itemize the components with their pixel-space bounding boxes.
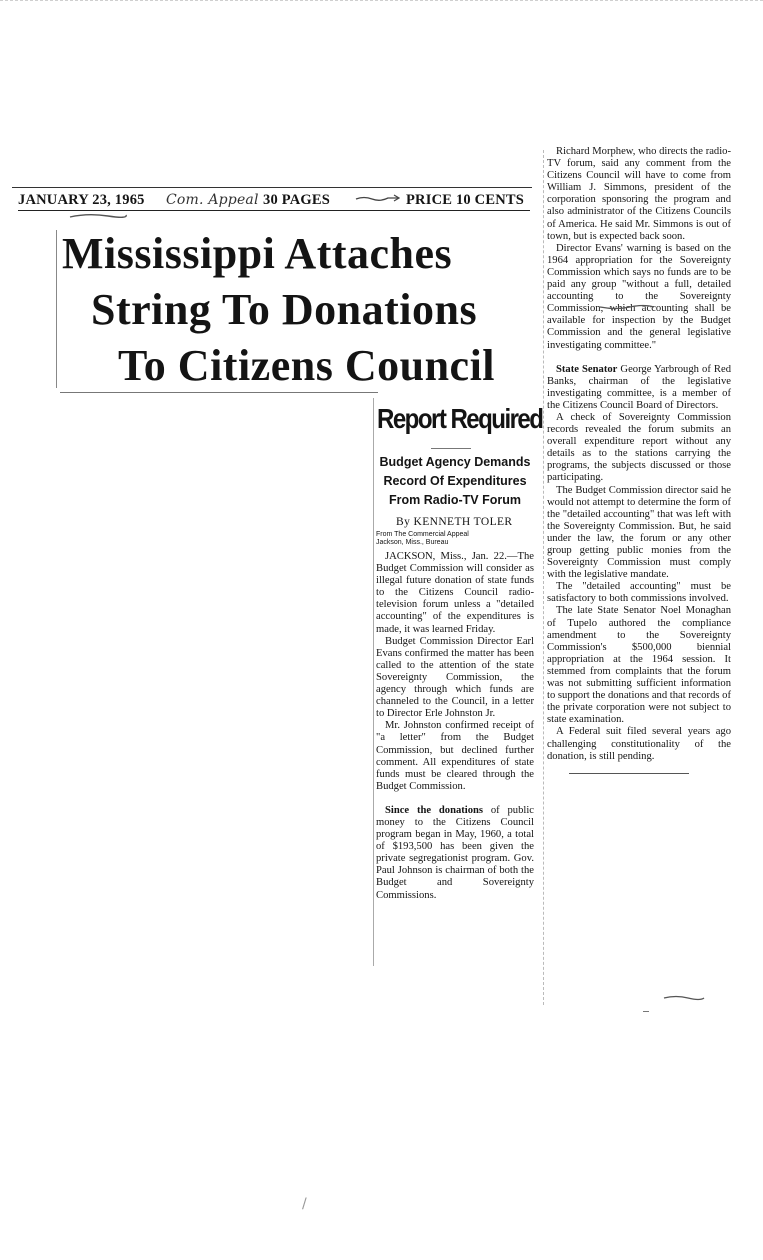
dateline-price: PRICE 10 CENTS xyxy=(406,192,525,208)
scan-mark: / xyxy=(302,1196,307,1212)
article-paragraph: Director Evans' warning is based on the 1964 appropriation for the Sovereignty Commission which says no funds are to be paid any group "without a full, detailed accounting to the Sovereignty Commission, which accounting shall be available for inspection by the Budget Commission and the general legislative investigating committee." xyxy=(547,242,731,351)
middle-column-body xyxy=(376,551,534,902)
middle-column xyxy=(376,402,543,902)
article-end-rule xyxy=(569,773,689,774)
deck-line-1: Budget Agency Demands xyxy=(379,455,531,469)
right-column-rule xyxy=(543,150,544,1005)
dateline-ornament xyxy=(354,192,400,209)
deck-line-3: From Radio-TV Forum xyxy=(389,493,521,507)
pen-underline-mark xyxy=(662,994,706,1002)
dateline xyxy=(18,190,530,210)
handwritten-annotation: Com. Appeal xyxy=(166,192,259,208)
headline-bottom-rule xyxy=(60,392,378,393)
article-paragraph: A Federal suit filed several years ago challenging constitutionality of the donation, is still pending. xyxy=(547,726,731,762)
credit-line-2: Jackson, Miss., Bureau xyxy=(376,539,449,546)
deck-line-2: Record Of Expenditures xyxy=(383,474,527,488)
subheadline-title: Report Required xyxy=(377,403,543,434)
dateline-date: JANUARY 23, 1965 xyxy=(18,192,145,208)
article-paragraph: The "detailed accounting" must be satisfactory to both commissions involved. xyxy=(547,581,731,605)
article-paragraph: Richard Morphew, who directs the radio-TV forum, said any comment from the Citizens Council will have to come from William J. Simmons, president of the corporation sponsoring the program and also administrator of the Citizens Councils of America. He said Mr. Simmons is out of town, but is expected back soon. xyxy=(547,146,731,242)
article-paragraph: JACKSON, Miss., Jan. 22.—The Budget Commission will consider as illegal future donation of state funds to the Citizens Council radio-television forum unless a "detailed accounting" of the expenditures is made, it was learned Friday. xyxy=(376,551,534,635)
pen-underline-mark xyxy=(598,303,656,311)
article-paragraph: The late State Senator Noel Monaghan of Tupelo authored the compliance amendment to the Sovereignty Commission's $500,000 biennial appropriation at the 1964 session. It stemmed from complaints that the forum was not submitting sufficient information to support the donations and that records of the private corporation were not subject to state examination. xyxy=(547,605,731,726)
headline-line-1: Mississippi Attaches xyxy=(62,229,453,278)
right-column xyxy=(547,146,731,774)
end-mark xyxy=(643,1011,649,1014)
subheadline-deck xyxy=(376,453,534,510)
paragraph-lead: Since the donations xyxy=(385,804,484,816)
headline-line-3: To Citizens Council xyxy=(118,341,496,390)
article-paragraph xyxy=(547,364,731,412)
right-column-body xyxy=(547,146,731,763)
dateline-pages: 30 PAGES xyxy=(263,192,330,208)
byline: By KENNETH TOLER xyxy=(396,516,513,528)
paragraph-rest: George Yarbrough of Red Banks, chairman of the legislative investigating committee, is a member of the Citizens Council Board of Directors. xyxy=(547,363,731,411)
article-paragraph: Budget Commission Director Earl Evans confirmed the matter has been called to the attention of the state Sovereignty Commission, the agency through which funds are channeled to the Council, in a letter to Director Erle Johnston Jr. xyxy=(376,635,534,720)
article-paragraph: A check of Sovereignty Commission records revealed the forum submits an overall expenditure report without any details as to the stations carrying the programs, the subjects discussed or those participating. xyxy=(547,411,731,484)
subheadline-rule xyxy=(431,448,471,449)
page-top-border xyxy=(0,0,763,1)
paragraph-lead: State Senator xyxy=(556,363,618,375)
main-headline xyxy=(60,226,540,394)
article-paragraph: The Budget Commission director said he would not attempt to determine the form of the "detailed accounting" that was left with the Sovereignty Commission. But, he said under the law, the forum or any other group getting public monies from the Sovereignty Commission must comply with the legislative mandate. xyxy=(547,484,731,581)
dateline-bottom-rule xyxy=(18,210,530,211)
headline-line-2: String To Donations xyxy=(91,285,478,334)
article-paragraph: Mr. Johnston confirmed receipt of "a letter" from the Budget Commission, but declined further comment. All expenditures of state funds must be cleared through the Budget Commission. xyxy=(376,720,534,792)
byline-credit xyxy=(376,531,534,547)
pen-underline-mark xyxy=(68,212,128,220)
paragraph-rest: of public money to the Citizens Council program began in May, 1960, a total of $193,500 has been given the private segregationist program. Gov. Paul Johnson is chairman of both the Budget and Sovereignty Commissions. xyxy=(376,804,534,901)
article-paragraph xyxy=(376,805,534,902)
credit-line-1: From The Commercial Appeal xyxy=(376,531,469,538)
middle-column-rule xyxy=(373,398,374,966)
headline-left-rule xyxy=(56,230,57,388)
dateline-top-rule xyxy=(12,187,532,188)
